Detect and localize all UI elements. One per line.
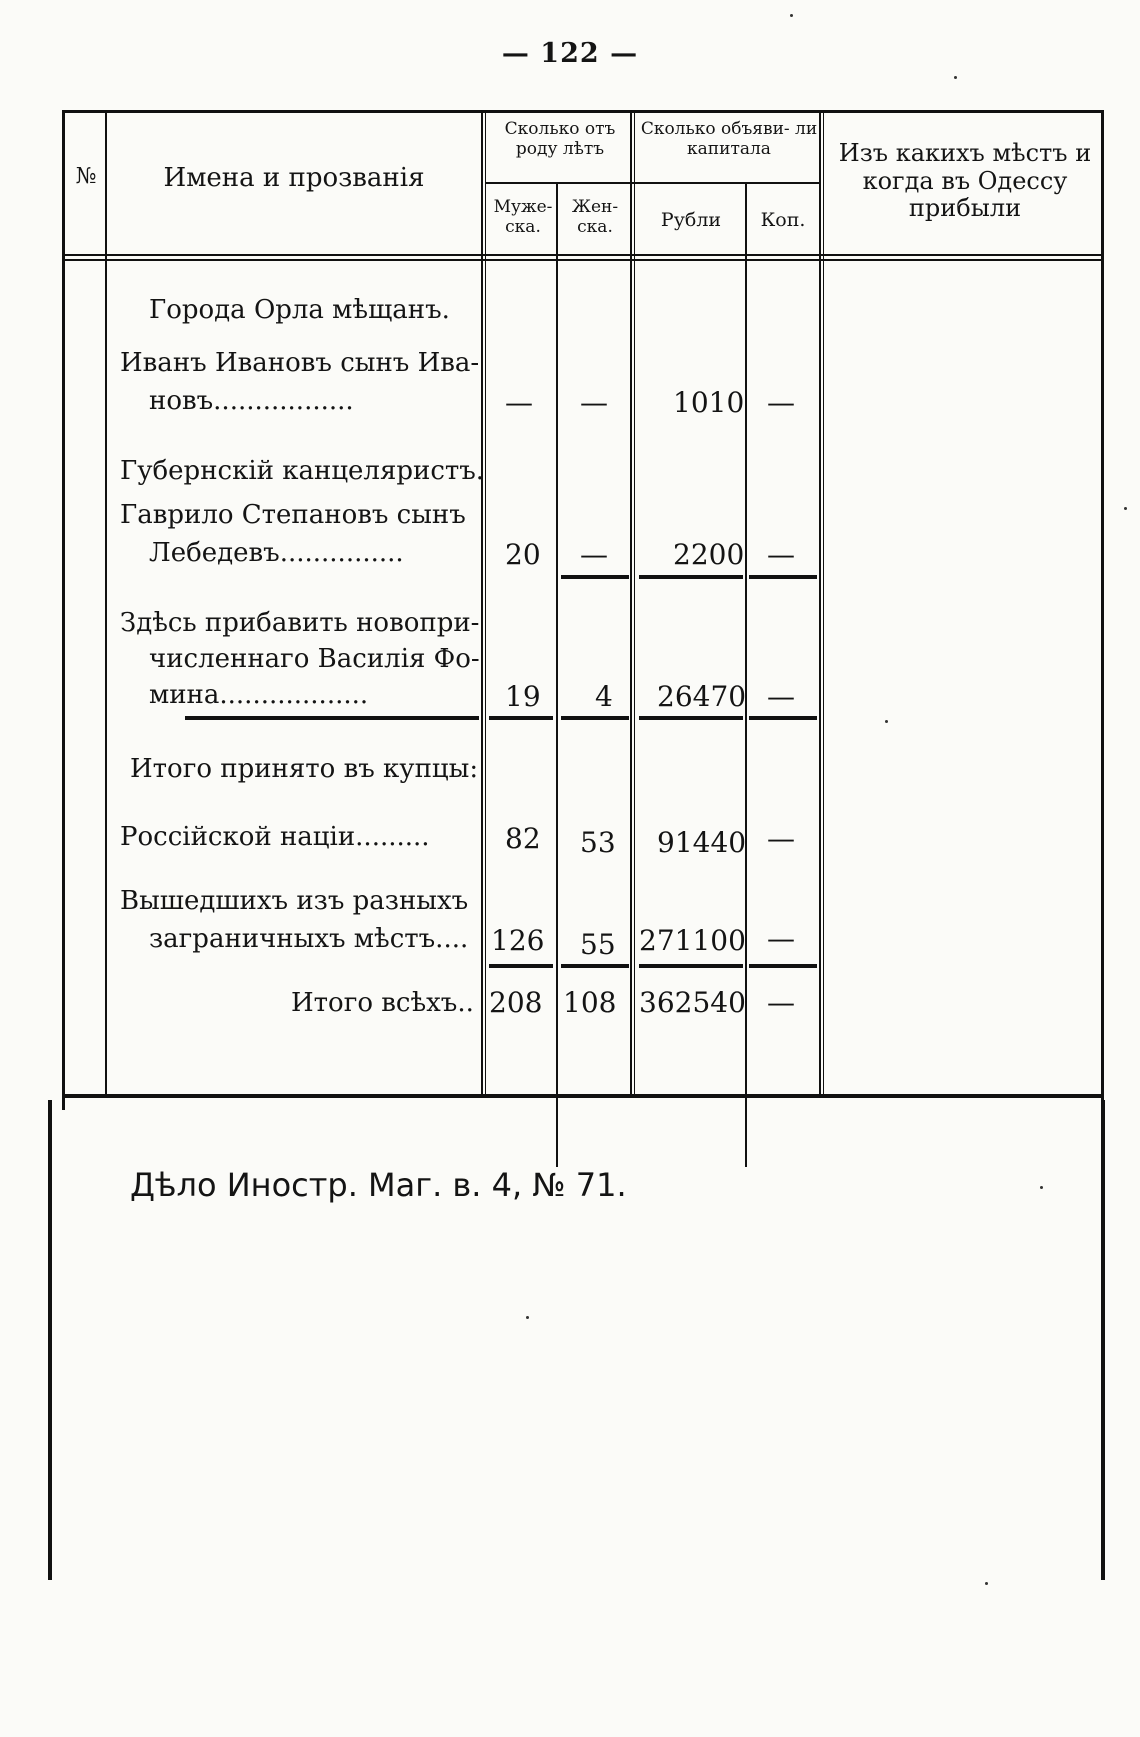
col-divider-male xyxy=(556,182,558,1167)
totals-russian-rubles: 91440 xyxy=(657,826,747,859)
header-names: Имена и прозванія xyxy=(163,163,425,193)
subheader-rule-age xyxy=(485,182,634,184)
scan-speck xyxy=(1040,1186,1043,1189)
col-divider-capital xyxy=(819,110,821,1095)
header-no: № xyxy=(75,164,97,189)
table-bottom-border xyxy=(65,1094,1101,1098)
totals-foreign-label: заграничныхъ мѣстъ.... xyxy=(149,924,469,954)
sum-rule xyxy=(561,964,629,968)
sum-rule xyxy=(639,575,743,579)
entry-heading: Города Орла мѣщанъ. xyxy=(149,295,450,325)
col-divider-age xyxy=(630,110,632,1095)
header-male: Муже- ска. xyxy=(493,197,553,237)
entry-kopecks: — xyxy=(767,386,795,419)
entry-rubles: 2200 xyxy=(673,538,745,571)
entry-heading: Губернскій канцеляристъ. xyxy=(120,456,485,486)
sum-rule xyxy=(561,575,629,579)
sum-rule xyxy=(489,716,553,720)
totals-russian-male: 82 xyxy=(505,822,541,855)
totals-foreign-label: Вышедшихъ изъ разныхъ xyxy=(120,886,469,916)
entry-name-line: Иванъ Ивановъ сынъ Ива- xyxy=(120,348,480,378)
totals-heading: Итого принято въ купцы: xyxy=(130,754,479,784)
right-margin-rule xyxy=(1101,1100,1105,1580)
header-bottom-rule-2 xyxy=(65,259,1101,261)
entry-name-line: численнаго Василія Фо- xyxy=(149,644,480,674)
scan-speck xyxy=(790,14,793,17)
totals-all-male: 208 xyxy=(489,986,543,1019)
entry-male: 20 xyxy=(505,538,541,571)
header-rubles: Рубли xyxy=(660,209,722,231)
col-divider-no xyxy=(105,110,107,1095)
header-female: Жен- ска. xyxy=(571,197,619,237)
scan-speck xyxy=(954,76,957,79)
sum-rule xyxy=(489,964,553,968)
left-margin-rule xyxy=(48,1100,52,1580)
totals-foreign-kopecks: — xyxy=(767,922,795,955)
entry-kopecks: — xyxy=(767,538,795,571)
totals-russian-female: 53 xyxy=(580,826,616,859)
col-divider-age-2 xyxy=(634,110,635,1095)
header-origin: Изъ какихъ мѣстъ и когда въ Одессу прибыли xyxy=(838,139,1092,223)
entry-male: — xyxy=(505,386,533,419)
header-kopecks: Коп. xyxy=(760,209,806,231)
col-divider-rubles xyxy=(745,182,747,1167)
register-table xyxy=(62,110,1104,1110)
sum-rule xyxy=(749,716,817,720)
table-top-border xyxy=(65,110,1101,113)
entry-rubles: 1010 xyxy=(673,386,745,419)
col-divider-capital-2 xyxy=(823,110,824,1095)
entry-female: — xyxy=(580,386,608,419)
sum-rule xyxy=(749,575,817,579)
entry-female: 4 xyxy=(595,680,613,713)
totals-russian-kopecks: — xyxy=(767,822,795,855)
sum-rule xyxy=(639,964,743,968)
totals-all-rubles: 362540 xyxy=(639,986,746,1019)
totals-foreign-female: 55 xyxy=(580,928,616,961)
totals-foreign-male: 126 xyxy=(491,924,545,957)
sum-rule xyxy=(185,716,479,720)
scan-speck xyxy=(526,1316,529,1319)
entry-name-line: новъ................. xyxy=(149,386,354,416)
source-reference: Дѣло Иностр. Маг. в. 4, № 71. xyxy=(130,1166,627,1204)
totals-all-kopecks: — xyxy=(767,986,795,1019)
entry-name-line: Гаврило Степановъ сынъ xyxy=(120,500,466,530)
scan-speck xyxy=(885,720,888,723)
sum-rule xyxy=(639,716,743,720)
header-bottom-rule xyxy=(65,254,1101,256)
subheader-rule-capital xyxy=(634,182,821,184)
col-divider-names-2 xyxy=(485,110,486,1095)
sum-rule xyxy=(561,716,629,720)
entry-name-line: Лебедевъ............... xyxy=(149,538,404,568)
sum-rule xyxy=(749,964,817,968)
totals-all-female: 108 xyxy=(563,986,617,1019)
entry-male: 19 xyxy=(505,680,541,713)
entry-kopecks: — xyxy=(767,680,795,713)
totals-foreign-rubles: 271100 xyxy=(639,924,746,957)
entry-name-line: мина.................. xyxy=(149,680,369,710)
scan-speck xyxy=(985,1582,988,1585)
header-age-group: Сколько отъ роду лѣтъ xyxy=(504,119,616,159)
header-capital-group: Сколько объяви- ли капитала xyxy=(640,119,818,159)
entry-rubles: 26470 xyxy=(657,680,747,713)
entry-name-line: Здѣсь прибавить новопри- xyxy=(120,608,480,638)
totals-russian-label: Россійской націи......... xyxy=(120,822,430,852)
entry-female: — xyxy=(580,538,608,571)
col-divider-names xyxy=(481,110,483,1095)
page-number: — 122 — xyxy=(501,38,639,69)
scan-speck xyxy=(1124,507,1127,510)
totals-all-label: Итого всѣхъ.. xyxy=(291,988,474,1018)
